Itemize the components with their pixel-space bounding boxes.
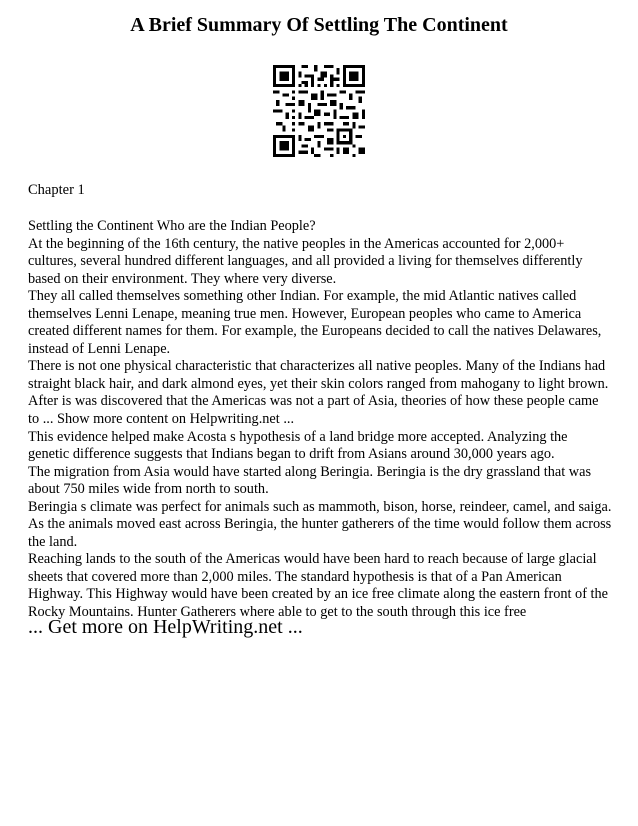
- chapter-label: Chapter 1: [28, 182, 85, 198]
- paragraph: Beringia s climate was perfect for animals such as mammoth, bison, horse, reindeer, camel, and saiga. As the animals moved east across Beringia, the hunter gatherers of the time would follow them across the land.: [28, 498, 612, 550]
- paragraph: At the beginning of the 16th century, the native peoples in the Americas accounted for 2,000+ cultures, several hundred different languages, and all provided a living for themselves differently based on their environment. They where very diverse.: [28, 235, 583, 287]
- paragraph: Settling the Continent Who are the Indian People?: [28, 218, 316, 234]
- qr-code[interactable]: [273, 65, 365, 157]
- document-title: A Brief Summary Of Settling The Continent: [130, 14, 508, 36]
- paragraph: There is not one physical characteristic that characterizes all native peoples. Many of the Indians had straight black hair, and dark almond eyes, yet their skin colors ranged from mahogany to light brown.: [28, 358, 609, 392]
- paragraph: After is was discovered that the Americas was not a part of Asia, theories of how these people came to ... Show more content on Helpwriting.net ...: [28, 393, 599, 428]
- paragraph: Reaching lands to the south of the Americas would have been hard to reach because of large glacial sheets that covered more than 2,000 miles. The standard hypothesis is that of a Pan American Highway. This Highway would have been created by an ice free climate along the eastern front of the Rocky Mountains. Hunter Gatherers where able to get to the south through this ice free: [28, 551, 608, 621]
- paragraph: The migration from Asia would have started along Beringia. Beringia is the dry grassland that was about 750 miles wide from north to south.: [28, 463, 592, 498]
- body-text: [28, 218, 612, 622]
- get-more-link[interactable]: ... Get more on HelpWriting.net ...: [28, 616, 303, 638]
- paragraph: This evidence helped make Acosta s hypothesis of a land bridge more accepted. Analyzing the genetic difference suggests that Indians began to drift from Asians around 30,000 years ago.: [28, 428, 568, 463]
- paragraph: They all called themselves something other Indian. For example, the mid Atlantic natives called themselves Lenni Lenape, meaning true men. However, European peoples who came to America created different names for them. For example, the Europeans decided to call the natives Delawares, instead of Lenni Lenape.: [28, 288, 602, 357]
